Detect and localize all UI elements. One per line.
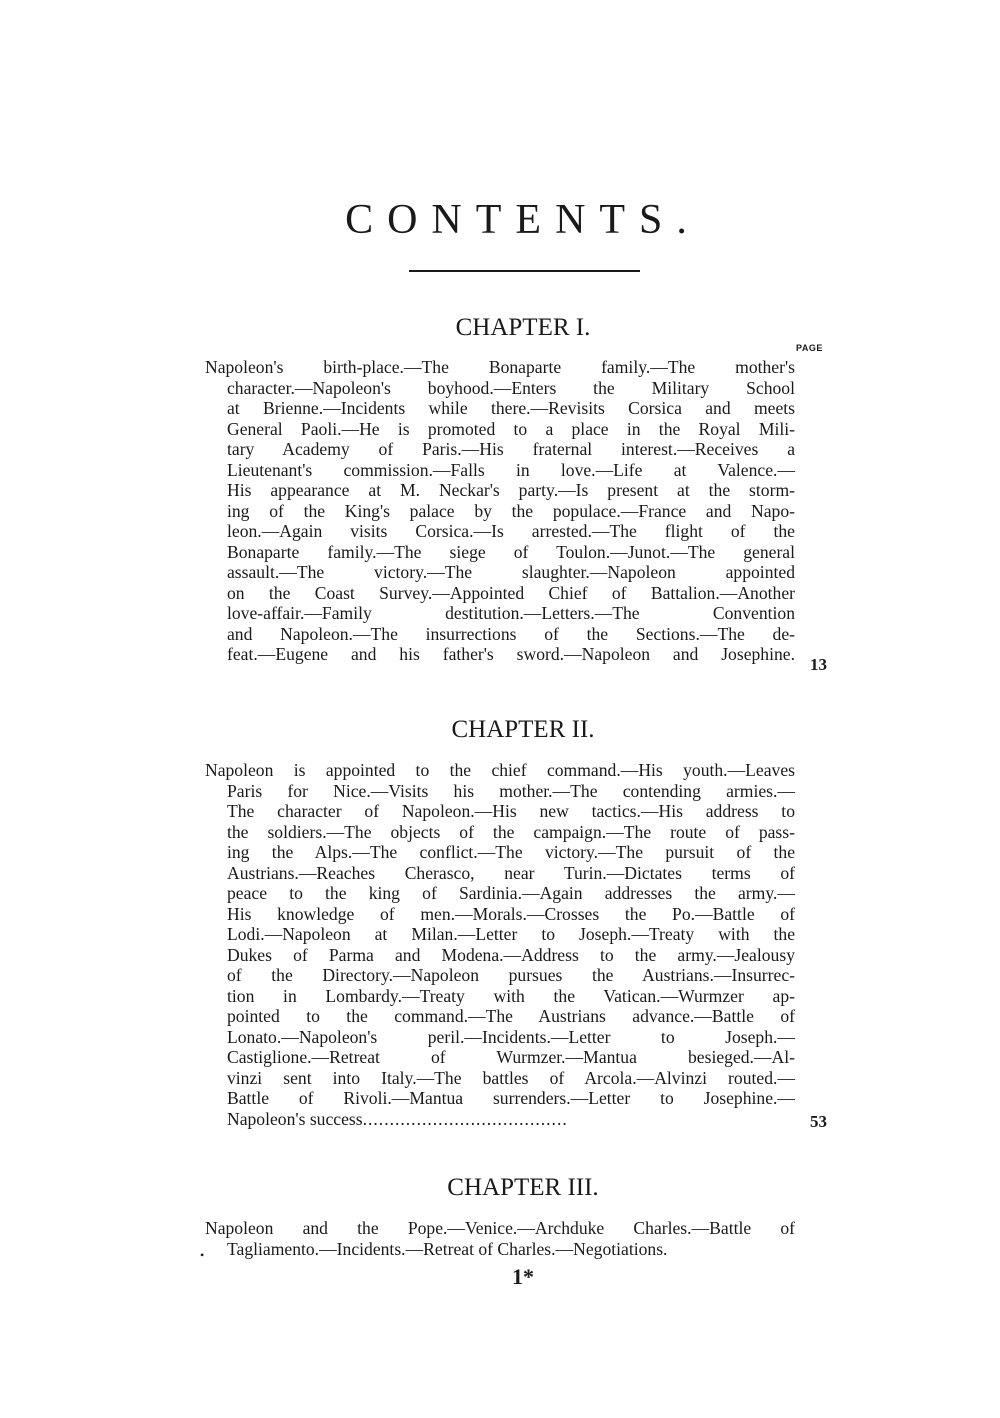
- summary-line: Lonato.—Napoleon's peril.—Incidents.—Letter to Joseph.—: [227, 1026, 795, 1047]
- summary-line: tion in Lombardy.—Treaty with the Vatican.—Wurmzer ap-: [227, 985, 795, 1006]
- summary-line: Battle of Rivoli.—Mantua surrenders.—Letter to Josephine.—: [227, 1088, 795, 1108]
- title-rule: [409, 270, 640, 272]
- summary-line: Napoleon's birth-place.—The Bonaparte family.—The mother's: [205, 357, 795, 377]
- chapter-2-heading: CHAPTER II.: [451, 716, 595, 743]
- page-title: CONTENTS.: [345, 197, 701, 243]
- summary-line: Castiglione.—Retreat of Wurmzer.—Mantua besieged.—Al-: [227, 1047, 795, 1067]
- summary-line: His appearance at M. Neckar's party.—Is present at the storm-: [227, 480, 795, 500]
- summary-line: peace to the king of Sardinia.—Again addresses the army.—: [227, 883, 795, 903]
- margin-mark: •: [200, 1248, 205, 1262]
- chapter-3-heading: CHAPTER III.: [447, 1174, 599, 1201]
- chapter-1-summary: [205, 357, 795, 665]
- chapter-2-page-number: 53: [810, 1112, 827, 1131]
- summary-line: the soldiers.—The objects of the campaign.—The route of pass-: [227, 821, 795, 842]
- summary-line: His knowledge of men.—Morals.—Crosses the Po.—Battle of: [227, 903, 795, 924]
- chapter-1-heading: CHAPTER I.: [455, 314, 591, 341]
- summary-line: ing the Alps.—The conflict.—The victory.—The pursuit of the: [227, 842, 795, 862]
- summary-line: General Paoli.—He is promoted to a place in the Royal Mili-: [227, 418, 795, 439]
- summary-line: Napoleon's success: [227, 1108, 363, 1129]
- summary-line: vinzi sent into Italy.—The battles of Arcola.—Alvinzi routed.—: [227, 1067, 795, 1088]
- summary-line: on the Coast Survey.—Appointed Chief of Battalion.—Another: [227, 582, 795, 603]
- summary-line: pointed to the command.—The Austrians advance.—Battle of: [227, 1006, 795, 1026]
- summary-line: at Brienne.—Incidents while there.—Revisits Corsica and meets: [227, 398, 795, 418]
- chapter-2-summary: [205, 760, 795, 1129]
- summary-line: Napoleon and the Pope.—Venice.—Archduke Charles.—Battle of: [205, 1218, 795, 1238]
- summary-line: Paris for Nice.—Visits his mother.—The contending armies.—: [227, 780, 795, 801]
- summary-line: Lieutenant's commission.—Falls in love.—Life at Valence.—: [227, 459, 795, 480]
- summary-line: character.—Napoleon's boyhood.—Enters the Military School: [227, 377, 795, 398]
- summary-line: assault.—The victory.—The slaughter.—Napoleon appointed: [227, 562, 795, 582]
- summary-line: Austrians.—Reaches Cherasco, near Turin.—Dictates terms of: [227, 862, 795, 883]
- leader-line: [227, 1109, 795, 1130]
- summary-line: tary Academy of Paris.—His fraternal interest.—Receives a: [227, 439, 795, 459]
- chapter-3-summary: [205, 1218, 795, 1259]
- leader-dots: ......................................: [362, 1108, 568, 1129]
- summary-line: of the Directory.—Napoleon pursues the Austrians.—Insurrec-: [227, 965, 795, 985]
- summary-line: Bonaparte family.—The siege of Toulon.—Junot.—The general: [227, 541, 795, 562]
- summary-line: Dukes of Parma and Modena.—Address to the army.—Jealousy: [227, 944, 795, 965]
- summary-line: Tagliamento.—Incidents.—Retreat of Charles.—Negotiations.: [227, 1238, 668, 1259]
- signature-mark: 1*: [512, 1264, 534, 1289]
- summary-line: ing of the King's palace by the populace.—France and Napo-: [227, 500, 795, 521]
- summary-line: Lodi.—Napoleon at Milan.—Letter to Joseph.—Treaty with the: [227, 924, 795, 944]
- summary-line: feat.—Eugene and his father's sword.—Napoleon and Josephine.: [227, 644, 795, 664]
- summary-line: The character of Napoleon.—His new tactics.—His address to: [227, 801, 795, 821]
- summary-line: love-affair.—Family destitution.—Letters.—The Convention: [227, 603, 795, 623]
- summary-line: leon.—Again visits Corsica.—Is arrested.—The flight of the: [227, 521, 795, 541]
- summary-line: and Napoleon.—The insurrections of the Sections.—The de-: [227, 623, 795, 644]
- chapter-1-page-number: 13: [810, 655, 827, 674]
- summary-line: Napoleon is appointed to the chief command.—His youth.—Leaves: [205, 760, 795, 780]
- page-column-label: PAGE: [796, 343, 823, 353]
